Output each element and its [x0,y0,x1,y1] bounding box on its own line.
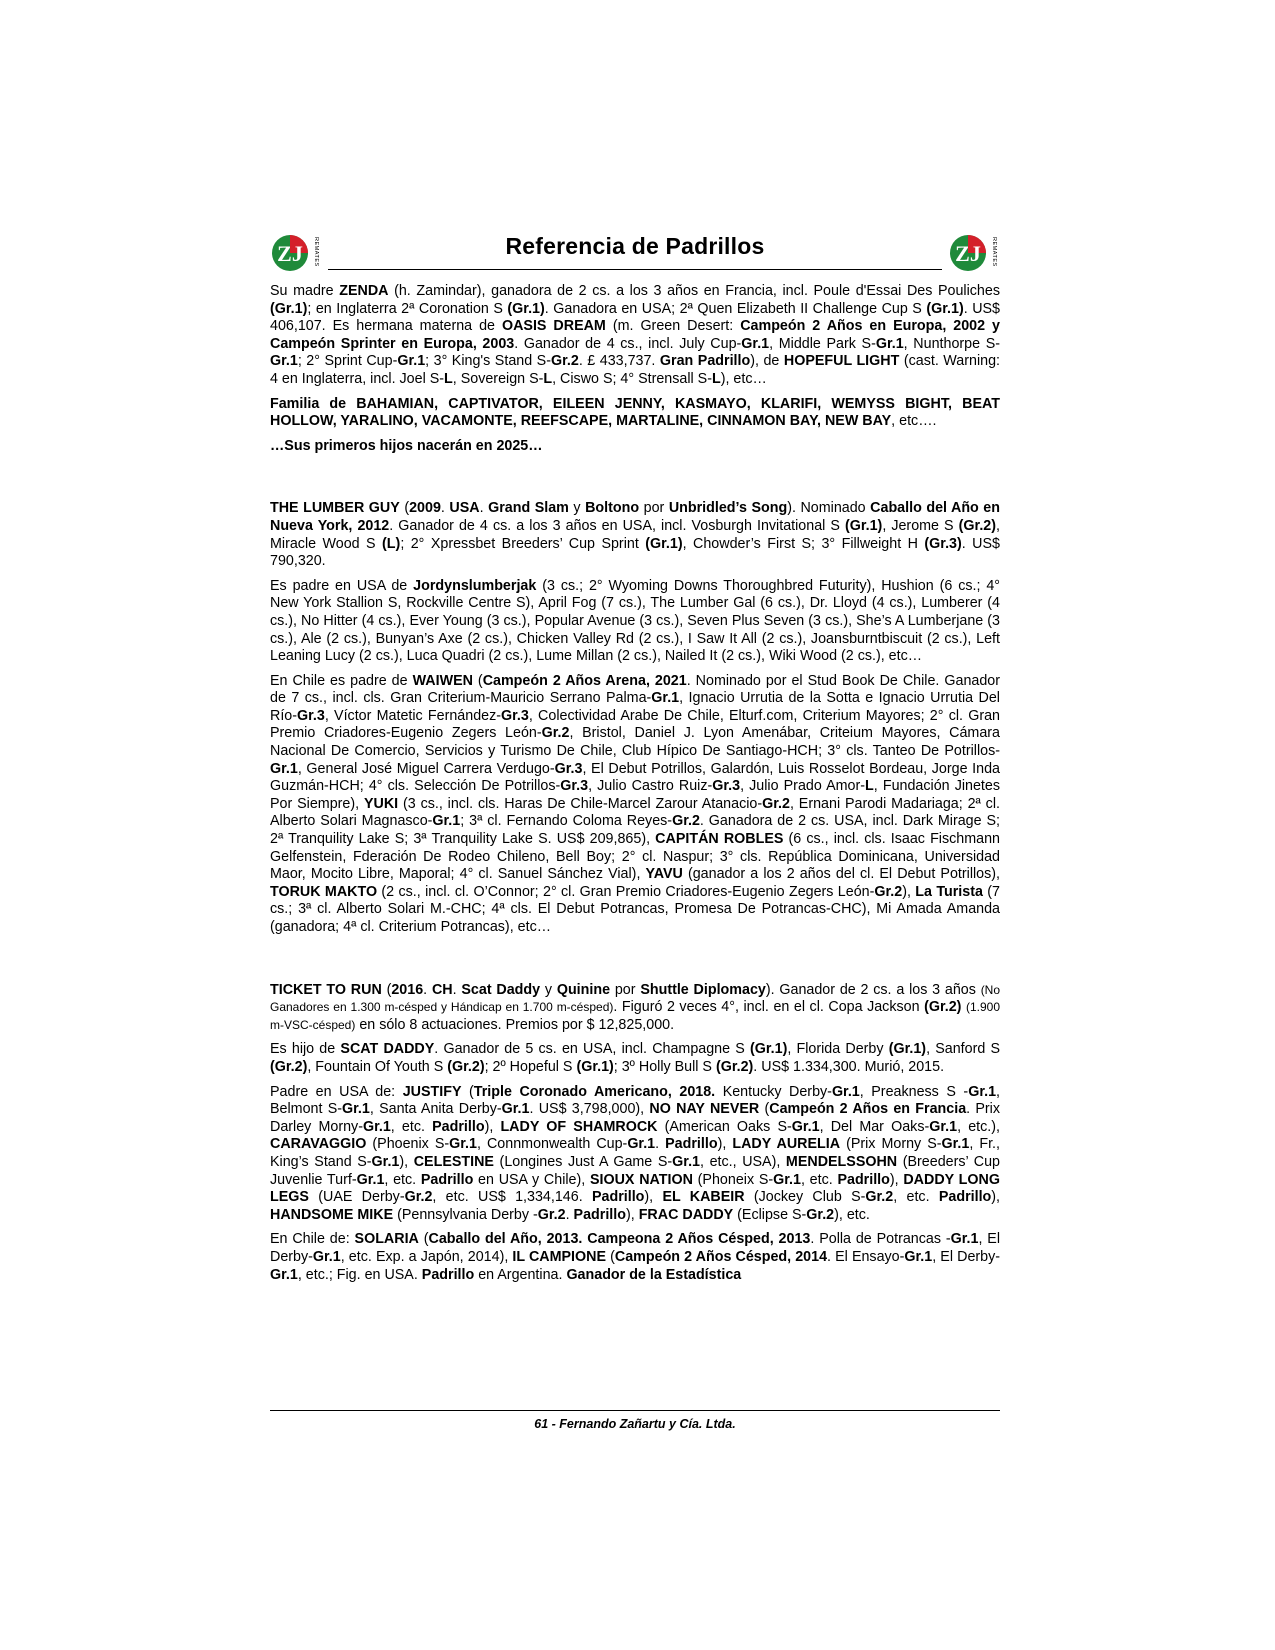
stallion-section-zenda [270,283,1000,455]
text-run: , Fr., King’s Stand S- [270,1136,1000,1170]
bold-text: Gr.3 [554,760,583,777]
text-run: en USA y Chile), [473,1171,590,1188]
page-title: Referencia de Padrillos [505,233,765,259]
bold-text: Jordynslumberjak [413,577,537,594]
text-run: ), [902,883,916,900]
page-header [270,225,1000,277]
text-run: ), etc… [720,370,767,387]
text-run: , Del Mar Oaks- [819,1118,930,1135]
bold-text: HOPEFUL LIGHT [783,353,900,370]
bold-text: LADY AURELIA [732,1136,841,1153]
bold-text: (Gr.2) [924,999,962,1016]
text-run: ), [484,1118,501,1135]
text-run: ), [625,1206,639,1223]
text-run: , etc. [390,1118,433,1135]
bold-text: NO NAY NEVER [649,1101,760,1118]
text-run: (Eclipse S- [733,1206,807,1223]
paragraph [270,500,1000,570]
bold-text: SCAT DADDY [340,1041,435,1058]
bold-text: Familia de BAHAMIAN, CAPTIVATOR, EILEEN JENNY, KASMAYO, KLARIFI, WEMYSS BIGHT, BEAT HOLLOW, YARALINO, VACAMONTE, REEFSCAPE, MARTALINE, CINNAMON BAY, NEW BAY [270,395,1000,430]
bold-text: Gr.2 [537,1206,566,1223]
bold-text: Gr.1 [432,813,461,830]
text-run: (Phoneix S- [692,1171,774,1188]
bold-text: Caballo del Año en Nueva York, 2012 [270,500,1000,534]
text-run: , El Derby- [932,1248,1001,1265]
bold-text: Gran Padrillo [659,353,751,370]
text-run: , etc. [800,1171,838,1188]
text-run: y [540,981,557,998]
text-run: . Ganador de 4 cs., incl. July Cup- [514,335,742,352]
text-run: . Figuró 2 veces 4°, incl. en el cl. Copa Jackson [613,999,925,1016]
text-run: ( [461,1083,474,1100]
text-run: Es padre en USA de [270,577,414,594]
text-run: ; 3° King's Stand S- [425,353,551,370]
bold-text: Gr.2 [865,1189,894,1206]
bold-text: TORUK MAKTO [270,883,378,900]
text-run: ). Ganador de 2 cs. a los 3 años [765,981,981,998]
text-run: . Nominado por el Stud Book De Chile. Ganador de 7 cs., incl. cls. Gran Criterium-Mauricio Serrano Palma- [270,672,1001,707]
text-run: (Longines Just A Game S- [493,1153,673,1170]
bold-text: (Gr.1) [750,1041,788,1058]
text-run: , etc. [384,1171,421,1188]
bold-text: La Turista [915,883,983,900]
text-run: En Chile de: [270,1231,355,1248]
bold-text: HANDSOME MIKE [270,1206,394,1223]
bold-text: Gr.1 [270,353,298,370]
bold-text: Gr.1 [950,1231,979,1248]
page-content [270,283,1000,1284]
text-run: (3 cs.; 2° Wyoming Downs Thoroughbred Futurity), Hushion (6 cs.; 4° New York Stallion S, Rockville Centre S), April Fog (7 cs.), The Lumber Gal (6 cs.), Dr. Lloyd (4 cs.), Lumberer (4 cs.), No Hitter (4 cs.), Ever Young (3 cs.), Popular Avenue (3 cs.), Seven Plus Seven (3 cs.), She’s A Lumberjane (3 cs.), Ale (2 cs.), Bunyan’s Axe (2 cs.), Chicken Valley Rd (2 cs.), I Saw It All (2 cs.), Joansburntbiscuit (2 cs.), Left Leaning Lucy (2 cs.), Luca Quadri (2 cs.), Lume Millan (2 cs.), Nailed It (2 cs.), Wiki Wood (2 cs.), etc… [270,577,1000,665]
text-run: (UAE Derby- [308,1189,405,1206]
text-run: , Santa Anita Derby- [369,1101,502,1118]
text-run: ), etc. [834,1206,870,1223]
page-footer: 61 - Fernando Zañartu y Cía. Ltda. [534,1417,736,1431]
text-run: . [565,1206,574,1223]
bold-text: Gr.2 [806,1206,835,1223]
paragraph [270,283,1000,389]
text-run: ), [644,1189,663,1206]
text-run: , Julio Castro Ruiz- [588,778,713,795]
text-run: , Ignacio Urrutia de la Sotta e Ignacio Urrutia Del Río- [270,690,1000,724]
text-run: , etc. [893,1189,939,1206]
bold-text: Gr.1 [651,690,680,707]
text-run: , Fountain Of Youth S [307,1058,448,1075]
bold-text: Triple Coronado Americano, 2018. [473,1083,716,1100]
bold-text: Gr.1 [362,1118,391,1135]
text-run: , Middle Park S- [769,335,876,352]
bold-text: (Gr.3) [924,535,962,552]
bold-text: Gr.1 [501,1101,530,1118]
text-run: , Connmonwealth Cup- [476,1136,628,1153]
text-run: (Prix Morny S- [840,1136,942,1153]
bold-text: Gr.1 [741,335,770,352]
text-run: (American Oaks S- [657,1118,792,1135]
bold-text: …Sus primeros hijos nacerán en 2025… [270,437,543,454]
text-run: (m. Green Desert: [605,318,741,335]
bold-text: DADDY LONG LEGS [270,1171,1000,1206]
svg-text:REMATES: REMATES [313,237,319,267]
text-run: , Fundación Jinetes Por Siempre), [270,778,1001,812]
section-spacer [270,944,1000,982]
text-run: , Ciswo S; 4° Strensall S- [552,370,712,387]
bold-text: Gr.2 [672,813,700,830]
text-run: Kentucky Derby- [715,1083,832,1100]
bold-text: Gr.3 [501,707,529,724]
text-run: (Breeders’ Cup Juvenlie Turf- [270,1153,1000,1188]
bold-text: YUKI [363,795,399,812]
bold-text: Padrillo [665,1136,718,1153]
text-run: , etc.), [957,1118,1000,1135]
zj-remates-logo [270,229,322,275]
paragraph [270,1041,1000,1076]
bold-text: Grand Slam [488,500,569,517]
bold-text: Gr.1 [904,1248,933,1265]
text-run: , Ernani Parodi Madariaga; 2ª cl. Alberto Solari Magnasco- [270,795,1000,830]
text-run: . US$ 790,320. [270,535,1000,570]
text-run: . [655,1136,666,1153]
text-run: (Pennsylvania Derby - [393,1206,538,1223]
text-run: , etc…. [891,413,937,430]
bold-text: SOLARIA [354,1231,419,1248]
bold-text: L [865,778,874,795]
text-run: (cast. Warning: 4 en Inglaterra, incl. Joel S- [270,353,1000,387]
bold-text: Gr.2 [541,725,570,742]
bold-text: Gr.1 [397,353,426,370]
bold-text: Gr.1 [627,1136,656,1153]
bold-text: Padrillo [420,1171,474,1188]
text-run: Su madre [270,283,340,299]
bold-text: OASIS DREAM [501,318,606,335]
text-run: ; 2º Hopeful S [484,1058,577,1075]
text-run: , El Debut Potrillos, Galardón, Luis Rosselot Bordeau, Jorge Inda Guzmán-HCH; 4° cls. Selección De Potrillos- [270,760,1000,795]
text-run: , Colectividad Arabe De Chile, Elturf.com, Criterium Mayores; 2° cl. Gran Premio Criadores-Eugenio Zegers León- [270,707,1000,742]
text-run: . Polla de Potrancas - [810,1231,951,1248]
text-run: , Julio Prado Amor- [740,778,866,795]
text-run: (Phoenix S- [366,1136,450,1153]
bold-text: (Gr.2) [447,1058,485,1075]
zj-remates-logo [948,229,1000,275]
bold-text: EL KABEIR [662,1189,745,1206]
bold-text: JUSTIFY [402,1083,462,1100]
bold-text: Gr.3 [560,778,589,795]
bold-text: Gr.1 [342,1101,370,1118]
bold-text: 2009 [409,500,441,517]
text-run: , Preakness S - [859,1083,969,1100]
bold-text: Unbridled’s Song [668,500,788,517]
text-run: . US$ 406,107. Es hermana materna de [270,300,1000,335]
stallion-section-the-lumber-guy [270,500,1000,936]
text-run: ; en Inglaterra 2ª Coronation S [307,300,508,317]
bold-text: Gr.1 [968,1083,997,1100]
bold-text: Ganador de la Estadística [566,1266,742,1283]
text-run: . £ 433,737. [578,353,660,370]
paragraph [270,438,1000,456]
text-run: . El Ensayo- [827,1248,905,1265]
bold-text: THE LUMBER GUY [270,500,400,517]
bold-text: Caballo del Año, 2013. Campeona 2 Años Césped, 2013 [428,1231,811,1248]
svg-text:ZJ: ZJ [277,241,303,266]
bold-text: L [711,370,721,387]
text-run: , Sanford S [926,1041,1001,1058]
text-run: , etc. US$ 1,334,146. [432,1189,592,1206]
text-run: (Jockey Club S- [744,1189,866,1206]
text-run: . [423,981,432,998]
text-run: ( [418,1231,429,1248]
bold-text: Padrillo [421,1266,475,1283]
paragraph [270,1084,1000,1225]
text-run: . [452,981,462,998]
text-run: (3 cs., incl. cls. Haras De Chile-Marcel Zarour Atanacio- [398,795,763,812]
bold-text: FRAC DADDY [638,1206,734,1223]
bold-text: CAPITÁN ROBLES [655,831,784,848]
text-run: (7 cs.; 3ª cl. Alberto Solari M.-CHC; 4ª cls. El Debut Potrancas, Promesa De Potrancas-CHC), Mi Amada Amanda (ganadora; 4ª cl. Criterium Potrancas), etc… [270,883,1000,935]
text-run: (h. Zamindar), ganadora de 2 cs. a los 3 años en Francia, incl. Poule d'Essai Des Pouliches [388,283,1000,299]
bold-text: (Gr.1) [270,300,308,317]
bold-text: Gr.2 [874,883,903,900]
bold-text: Gr.1 [371,1153,400,1170]
text-run: , El Derby- [270,1231,1000,1265]
bold-text: (L) [382,535,401,552]
document-page [270,225,1001,1431]
bold-text: Gr.3 [712,778,741,795]
bold-text: Padrillo [938,1189,992,1206]
svg-text:ZJ: ZJ [955,241,981,266]
text-run: . Ganadora en USA; 2ª Quen Elizabeth II Challenge Cup S [544,300,927,317]
text-run: en sólo 8 actuaciones. Premios por $ 12,825,000. [355,1016,675,1033]
text-run: (6 cs., incl. cls. Isaac Fischmann Gelfenstein, Fderación De Rodeo Chileno, Bell Boy; 2° cl. Naspur; 3° cls. República Dominicana, Universidad Maor, Mocito Libre, Maporal; 4° cl. Sanuel Sánchez Vial), [270,831,1000,883]
bold-text: (Gr.1) [576,1058,614,1075]
bold-text: Padrillo [573,1206,626,1223]
text-run: . [479,500,489,517]
text-run: (2 cs., incl. cl. O’Connor; 2° cl. Gran Premio Criadores-Eugenio Zegers León- [377,883,875,900]
paragraph [270,982,1000,1035]
bold-text: SIOUX NATION [589,1171,693,1188]
bold-text: Gr.3 [297,707,325,724]
text-run: ( [759,1101,770,1118]
text-run: , Víctor Matetic Fernández- [324,707,502,724]
bold-text: Gr.2 [404,1189,433,1206]
paragraph [270,396,1000,431]
text-run: , Nunthorpe S- [903,335,1000,352]
text-run: ( [472,672,483,689]
text-run: , etc., USA), [700,1153,786,1170]
bold-text: Quinine [556,981,611,998]
text-run: ). Nominado [787,500,871,517]
bold-text: Gr.1 [356,1171,385,1188]
small-text: (No Ganadores en 1.300 m-césped y Hándicap en 1.700 m-césped) [270,982,1001,1015]
paragraph [270,578,1000,666]
bold-text: CARAVAGGIO [270,1136,367,1153]
bold-text: Gr.2 [550,353,579,370]
text-run: . Ganadora de 2 cs. USA, incl. Dark Mirage S; 2ª Tranquility Lake S; 3ª Tranquility Lake S. US$ 209,865), [270,813,1000,848]
bold-text: Gr.1 [449,1136,477,1153]
bold-text: Gr.1 [831,1083,860,1100]
text-run: . US$ 3,798,000), [529,1101,650,1118]
bold-text: Gr.1 [929,1118,958,1135]
text-run: ( [381,981,392,998]
bold-text: WAIWEN [412,672,473,689]
text-run: Es hijo de [270,1041,341,1058]
text-run: , General José Miguel Carrera Verdugo- [297,760,555,777]
text-run: , Jerome S [882,517,959,534]
text-run: . US$ 1.334,300. Murió, 2015. [753,1058,945,1075]
bold-text: LADY OF SHAMROCK [500,1118,658,1135]
text-run: En Chile es padre de [270,672,413,689]
bold-text: Campeón 2 Años Arena, 2021 [482,672,687,689]
bold-text: Boltono [585,500,640,517]
bold-text: Gr.1 [270,760,298,777]
text-run: , Miracle Wood S [270,517,1000,552]
bold-text: 2016 [391,981,424,998]
svg-text:REMATES: REMATES [991,237,997,267]
text-run: , etc.; Fig. en USA. [297,1266,422,1283]
bold-text: MENDELSSOHN [785,1153,898,1170]
bold-text: Gr.1 [270,1266,298,1283]
bold-text: (Gr.2) [715,1058,754,1075]
bold-text: Gr.1 [312,1248,341,1265]
bold-text: (Gr.2) [958,517,996,534]
bold-text: Campeón 2 Años Césped, 2014 [614,1248,828,1265]
bold-text: Campeón 2 Años en Europa, 2002 y Campeón Sprinter en Europa, 2003 [270,318,1000,352]
text-run: ), [717,1136,733,1153]
bold-text: USA [449,500,480,517]
bold-text: Scat Daddy [461,981,541,998]
bold-text: Gr.1 [773,1171,801,1188]
bold-text: Gr.1 [941,1136,970,1153]
bold-text: (Gr.1) [507,300,545,317]
text-run: ), de [750,353,784,370]
bold-text: Shuttle Diplomacy [640,981,766,998]
bold-text: YAVU [645,866,683,883]
text-run: ), [399,1153,414,1170]
bold-text: Campeón 2 Años en Francia [769,1101,967,1118]
bold-text: IL CAMPIONE [512,1248,607,1265]
text-run: ( [399,500,410,517]
text-run: . Ganador de 4 cs. a los 3 años en USA, incl. Vosburgh Invitational S [389,517,845,534]
small-text: (1.900 m-VSC-césped) [270,1000,1000,1032]
text-run: en Argentina. [474,1266,567,1283]
text-run: (ganador a los 2 años del cl. El Debut Potrillos), [682,866,1001,883]
bold-text: (Gr.1) [645,535,683,552]
paragraph [270,673,1000,937]
text-run: ), [889,1171,904,1188]
text-run: Padre en USA de: [270,1083,403,1100]
bold-text: Padrillo [591,1189,645,1206]
bold-text: L [543,370,553,387]
bold-text: CELESTINE [413,1153,494,1170]
text-run: ; 2° Xpressbet Breeders’ Cup Sprint [400,535,646,552]
bold-text: TICKET TO RUN [270,981,382,998]
stallion-section-ticket-to-run [270,982,1000,1285]
section-spacer [270,462,1000,500]
bold-text: Gr.1 [672,1153,700,1170]
bold-text: Gr.2 [762,795,790,812]
bold-text: (Gr.1) [844,517,883,534]
text-run: . Prix Darley Morny- [270,1101,1001,1135]
text-run: ; 2° Sprint Cup- [297,353,398,370]
text-run: . [440,500,450,517]
text-run: , Sovereign S- [452,370,544,387]
text-run: . Ganador de 5 cs. en USA, incl. Champagne S [434,1041,750,1058]
bold-text: Gr.1 [875,335,904,352]
text-run: , Belmont S- [270,1083,1001,1118]
header-divider [328,269,942,270]
text-run: ), [991,1189,1001,1206]
bold-text: (Gr.1) [888,1041,927,1058]
text-run: , Bristol, Daniel J. Lyon Amenábar, Criteium Mayores, Cámara Nacional De Comercio, Servicios y Turismo De Chile, Club Hípico De Santiago-HCH; 3° cls. Tanteo De Potrillos- [270,725,1000,760]
bold-text: CH [431,981,453,998]
bold-text: Padrillo [837,1171,890,1188]
text-run: , Chowder’s First S; 3° Fillweight H [682,535,925,552]
bold-text: Padrillo [432,1118,485,1135]
text-run: ( [606,1248,615,1265]
paragraph [270,1231,1000,1284]
bold-text: (Gr.2) [270,1058,308,1075]
text-run: por [639,500,669,517]
bold-text: ZENDA [339,283,389,299]
footer-divider [270,1410,1000,1411]
text-run: , etc. Exp. a Japón, 2014), [340,1248,513,1265]
bold-text: (Gr.1) [926,300,964,317]
bold-text: Gr.1 [791,1118,820,1135]
text-run: ; 3º Holly Bull S [613,1058,716,1075]
text-run: ; 3ª cl. Fernando Coloma Reyes- [460,813,673,830]
bold-text: L [444,370,453,387]
text-run: y [568,500,586,517]
text-run: por [610,981,641,998]
text-run: , Florida Derby [787,1041,889,1058]
